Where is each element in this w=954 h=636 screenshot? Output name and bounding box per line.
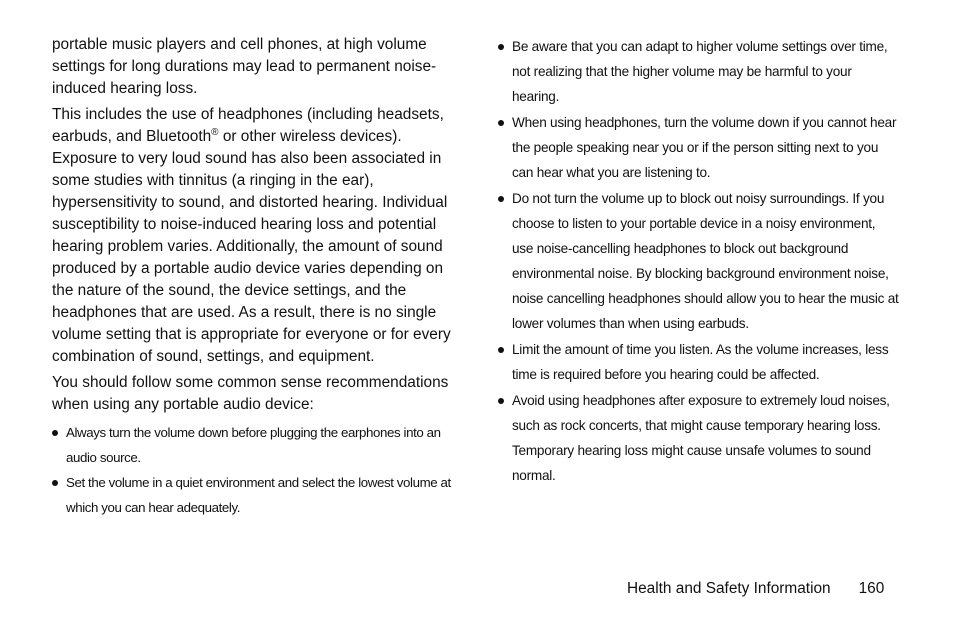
bullet-icon [52,430,58,436]
list-item-text: Be aware that you can adapt to higher volume settings over time, not realizing that the higher volume may be harmful to your hearing. [512,39,888,104]
headphones-paragraph-text-cont: or other wireless devices). Exposure to very loud sound has also been associated in some studies with tinnitus (a ringing in the ear), hypersensitivity to sound, and distorted hearing. Individual susceptibility to noise-induced hearing loss and potential hearing problem varies. Additionally, the amount of sound produced by a portable audio device varies depending on the nature of the sound, the device settings, and the headphones that are used. As a result, there is no single volume setting that is appropriate for everyone or for every combination of sound, settings, and equipment. [52,128,451,365]
list-item [498,186,900,336]
left-column [52,34,452,520]
bullet-icon [52,480,58,486]
footer-section-title: Health and Safety Information [627,580,831,597]
list-item-text: Set the volume in a quiet environment and select the lowest volume at which you can hear adequately. [66,475,451,515]
bullet-icon [498,44,504,50]
list-item [498,388,900,488]
list-item-text: Always turn the volume down before plugging the earphones into an audio source. [66,425,441,465]
bullet-icon [498,120,504,126]
bullet-icon [498,398,504,404]
right-column [498,34,900,489]
recommendations-paragraph: You should follow some common sense recommendations when using any portable audio device: [52,374,449,413]
left-bullet-list [52,420,452,520]
right-bullet-list [498,34,900,488]
page-footer [627,579,884,599]
bullet-icon [498,347,504,353]
intro-paragraph: portable music players and cell phones, at high volume settings for long durations may lead to permanent noise-induced hearing loss. [52,36,437,97]
list-item-text: Avoid using headphones after exposure to extremely loud noises, such as rock concerts, that might cause temporary hearing loss. Temporary hearing loss might cause unsafe volumes to sound normal. [512,393,890,483]
bullet-icon [498,196,504,202]
list-item-text: Do not turn the volume up to block out noisy surroundings. If you choose to listen to your portable device in a noisy environment, use noise-cancelling headphones to block out background environmental noise. By blocking background environment noise, noise cancelling headphones should allow you to hear the music at lower volumes than when using earbuds. [512,191,899,331]
list-item [498,34,900,109]
list-item [52,420,452,470]
list-item-text: Limit the amount of time you listen. As the volume increases, less time is required before you hearing could be affected. [512,342,889,382]
list-item [498,337,900,387]
headphones-paragraph [52,104,452,368]
registered-mark: ® [211,126,219,138]
list-item [52,470,452,520]
list-item-text: When using headphones, turn the volume down if you cannot hear the people speaking near you or if the person sitting next to you can hear what you are listening to. [512,115,897,180]
page-number: 160 [858,580,885,597]
headphones-paragraph-text: This includes the use of headphones (including headsets, earbuds, and Bluetooth [52,106,444,145]
list-item [498,110,900,185]
